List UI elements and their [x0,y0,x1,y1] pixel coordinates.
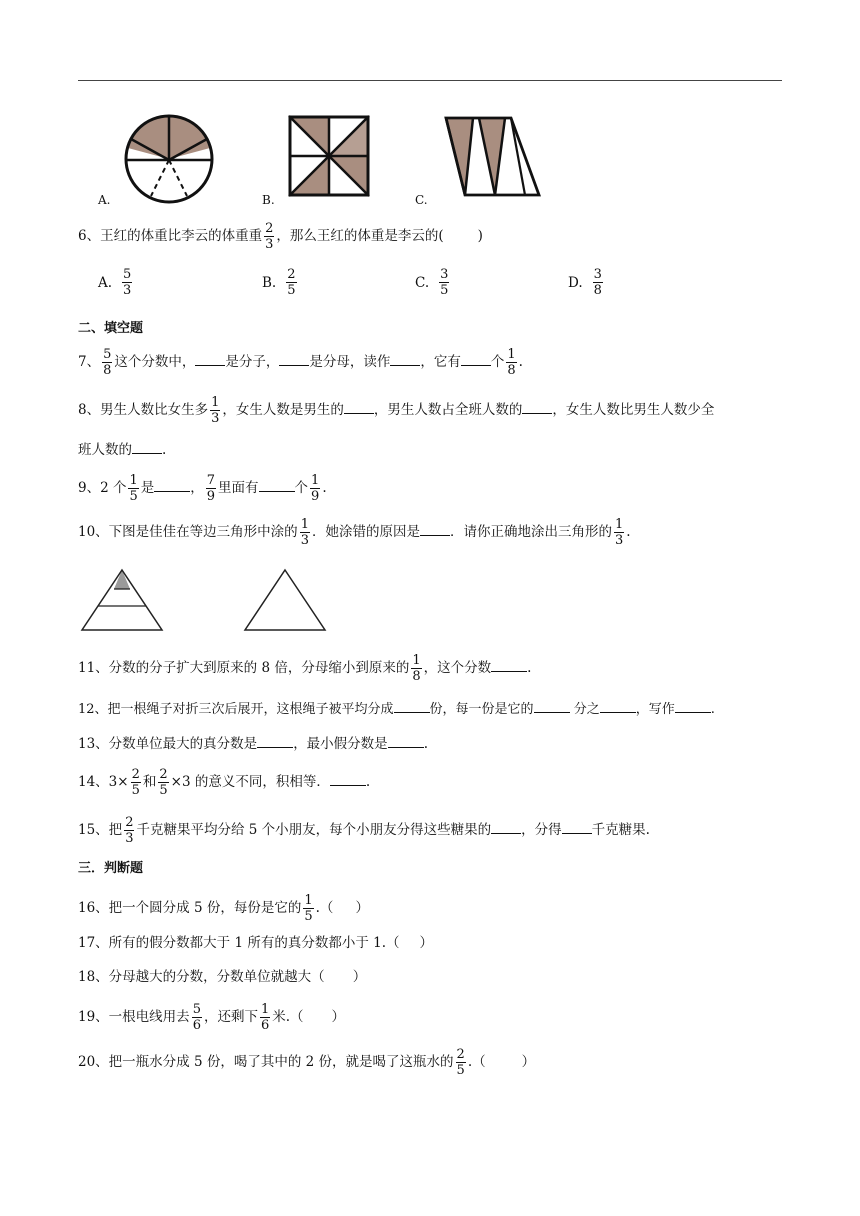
figure-a-label: A. [98,193,111,207]
question-6: 6、王红的体重比李云的体重重 $\frac{2}{3}$ ，那么王红的体重是李云的( ) [78,221,483,252]
question-16: 16、把一个圆分成 5 份，每份是它的 $\frac{1}{5}$ .（ ） [78,893,369,924]
option-d[interactable]: D. $\frac{3}{8}$ [568,267,602,298]
question-11: 11、分数的分子扩大到原来的 8 倍，分母缩小到原来的 $\frac{1}{8}$ ，这个分数 . [78,653,532,684]
answer-blank[interactable] [330,773,366,786]
answer-blank[interactable] [279,353,309,366]
answer-blank[interactable] [420,523,450,536]
question-13: 13、分数单位最大的真分数是 ，最小假分数是 . [78,736,428,752]
question-17: 17、所有的假分数都大于 1 所有的真分数都小于 1.（ ） [78,935,434,951]
fraction: $\frac{2}{3}$ [265,221,274,252]
answer-blank[interactable] [344,401,374,414]
answer-blank[interactable] [132,441,162,454]
answer-blank[interactable] [259,479,295,492]
answer-blank[interactable] [390,353,420,366]
question-20: 20、把一瓶水分成 5 份，喝了其中的 2 份，就是喝了这瓶水的 $\frac{2}{5}$ .（ ） [78,1047,536,1078]
question-18: 18、分母越大的分数，分数单位就越大（ ） [78,969,367,985]
header-rule [78,80,782,81]
answer-blank[interactable] [154,479,190,492]
figure-c-trapezoid [443,115,543,199]
answer-blank[interactable] [491,659,527,672]
answer-blank[interactable] [522,401,552,414]
question-14: 14、3× $\frac{2}{5}$ 和 $\frac{2}{5}$ ×3 的意义不同，积相等． . [78,767,371,798]
answer-blank[interactable] [257,735,293,748]
figure-c-label: C. [415,193,428,207]
figure-a-circle [124,114,214,204]
answer-blank[interactable] [388,735,424,748]
question-8: 8、男生人数比女生多 $\frac{1}{3}$ ，女生人数是男生的 ，男生人数占全班人数的 ，女生人数比男生人数少全 [78,395,715,426]
figure-b-label: B. [262,193,275,207]
figure-b-square [289,116,369,196]
answer-blank[interactable] [562,821,592,834]
answer-blank[interactable] [675,700,711,713]
section-true-false-heading: 三．判断题 [78,861,144,876]
section-fill-in-heading: 二、填空题 [78,321,144,336]
answer-blank[interactable] [394,700,430,713]
question-19: 19、一根电线用去 $\frac{5}{6}$ ，还剩下 $\frac{1}{6}$ 米.（ ） [78,1002,346,1033]
question-12: 12、把一根绳子对折三次后展开，这根绳子被平均分成 份，每一份是它的 分之 ，写作 . [78,702,715,717]
question-7: 7、 $\frac{5}{8}$ 这个分数中， 是分子， 是分母，读作 ，它有 个 $\frac{1}{8}$ . [78,347,523,378]
answer-blank[interactable] [461,353,491,366]
answer-blank[interactable] [195,353,225,366]
option-a[interactable]: A. $\frac{5}{3}$ [98,267,132,298]
question-9: 9、2 个 $\frac{1}{5}$ 是 ， $\frac{7}{9}$ 里面有 个 $\frac{1}{9}$ . [78,473,327,504]
answer-blank[interactable] [600,700,636,713]
question-8-cont: 班人数的 . [78,442,167,458]
option-c[interactable]: C. $\frac{3}{5}$ [415,267,449,298]
answer-blank[interactable] [491,821,521,834]
option-b[interactable]: B. $\frac{2}{5}$ [262,267,296,298]
question-15: 15、把 $\frac{2}{3}$ 千克糖果平均分给 5 个小朋友，每个小朋友分得这些糖果的 ，分得 千克糖果. [78,815,650,846]
figure-triangle-blank[interactable] [243,568,327,632]
figure-triangle-shaded-wrong [80,568,164,632]
answer-blank[interactable] [534,700,570,713]
question-10: 10、下图是佳佳在等边三角形中涂的 $\frac{1}{3}$ ．她涂错的原因是 ．请你正确地涂出三角形的 $\frac{1}{3}$ . [78,517,631,548]
